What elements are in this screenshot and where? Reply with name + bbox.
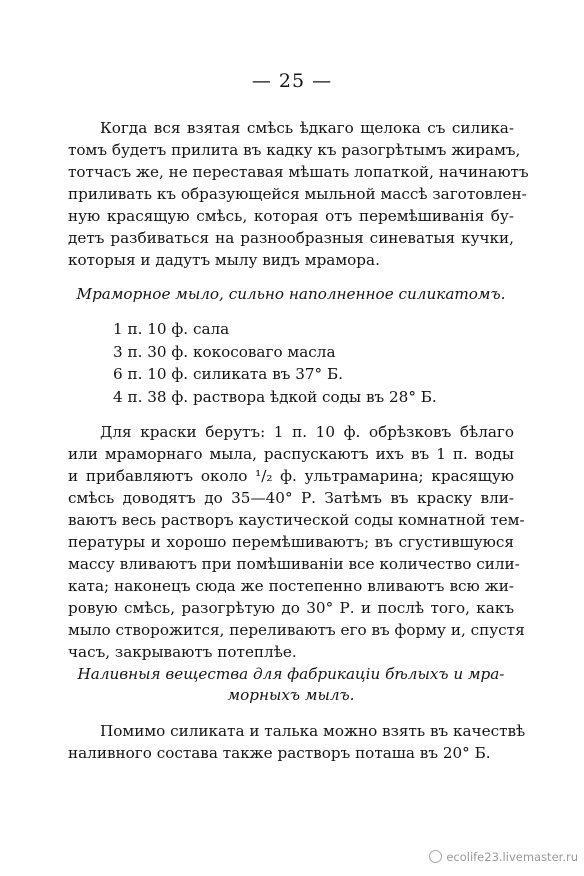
text-line: мыло створожится, переливаютъ его въ форму и, спустя: [68, 621, 525, 639]
watermark: [429, 850, 578, 864]
text-line: часъ, закрываютъ потеплѣе.: [68, 643, 297, 661]
text-line: которыя и дадутъ мылу видъ мрамора.: [68, 251, 380, 269]
paragraph-marbling: [68, 117, 529, 271]
text-line: массу вливаютъ при помѣшиваніи все количество сили-: [68, 555, 520, 573]
livemaster-logo-icon: [429, 850, 442, 863]
text-line: или мраморнаго мыла, распускаютъ ихъ въ 1 п. воды: [68, 445, 514, 463]
text-line: ката; наконецъ сюда же постепенно вливаютъ всю жи-: [68, 577, 514, 595]
text-line: детъ разбиваться на разнообразныя синеватыя кучки,: [68, 229, 514, 247]
text-line: ваютъ весь растворъ каустической соды комнатной тем-: [68, 511, 525, 529]
recipe-item: 4 п. 38 ф. раствора ѣдкой соды въ 28° Б.: [113, 387, 437, 406]
watermark-text: ecolife23.livemaster.ru: [446, 850, 578, 864]
text-line: приливать къ образующейся мыльной массѣ заготовлен-: [68, 185, 527, 203]
section-heading-marble-soap: Мраморное мыло, сильно наполненное силикатомъ.: [76, 285, 506, 303]
text-line: ровую смѣсь, разогрѣтую до 30° Р. и послѣ того, какъ: [68, 599, 514, 617]
paragraph-fillers: [68, 720, 526, 764]
recipe-list: [113, 318, 437, 408]
paragraph-dye: [68, 421, 525, 663]
recipe-item: 3 п. 30 ф. кокосоваго масла: [113, 342, 336, 361]
text-line: тотчасъ же, не переставая мѣшать лопаткой, начинаютъ: [68, 163, 529, 181]
text-line: Когда вся взятая смѣсь ѣдкаго щелока съ силика-: [100, 119, 514, 137]
text-line: и прибавляютъ около ¹/₂ ф. ультрамарина; красящую: [68, 467, 514, 485]
text-line: томъ будетъ прилита въ кадку къ разогрѣтымъ жирамъ,: [68, 141, 521, 159]
text-line: пературы и хорошо перемѣшиваютъ; въ сгустившуюся: [68, 533, 514, 551]
text-line: ную красящую смѣсь, которая отъ перемѣшиванія бу-: [68, 207, 514, 225]
text-line: смѣсь доводятъ до 35—40° Р. Затѣмъ въ краску вли-: [68, 489, 514, 507]
text-line: наливного состава также растворъ поташа въ 20° Б.: [68, 744, 491, 762]
recipe-item: 1 п. 10 ф. сала: [113, 320, 230, 338]
page-number: — 25 —: [251, 70, 333, 92]
recipe-item: 6 п. 10 ф. силиката въ 37° Б.: [113, 365, 343, 383]
heading-line: морныхъ мылъ.: [227, 686, 355, 704]
text-line: Помимо силиката и талька можно взять въ качествѣ: [100, 722, 526, 740]
heading-line: Наливныя вещества для фабрикаціи бѣлыхъ и мра-: [77, 665, 505, 683]
text-line: Для краски берутъ: 1 п. 10 ф. обрѣзковъ бѣлаго: [100, 423, 514, 441]
section-heading-fillers: [68, 664, 514, 706]
